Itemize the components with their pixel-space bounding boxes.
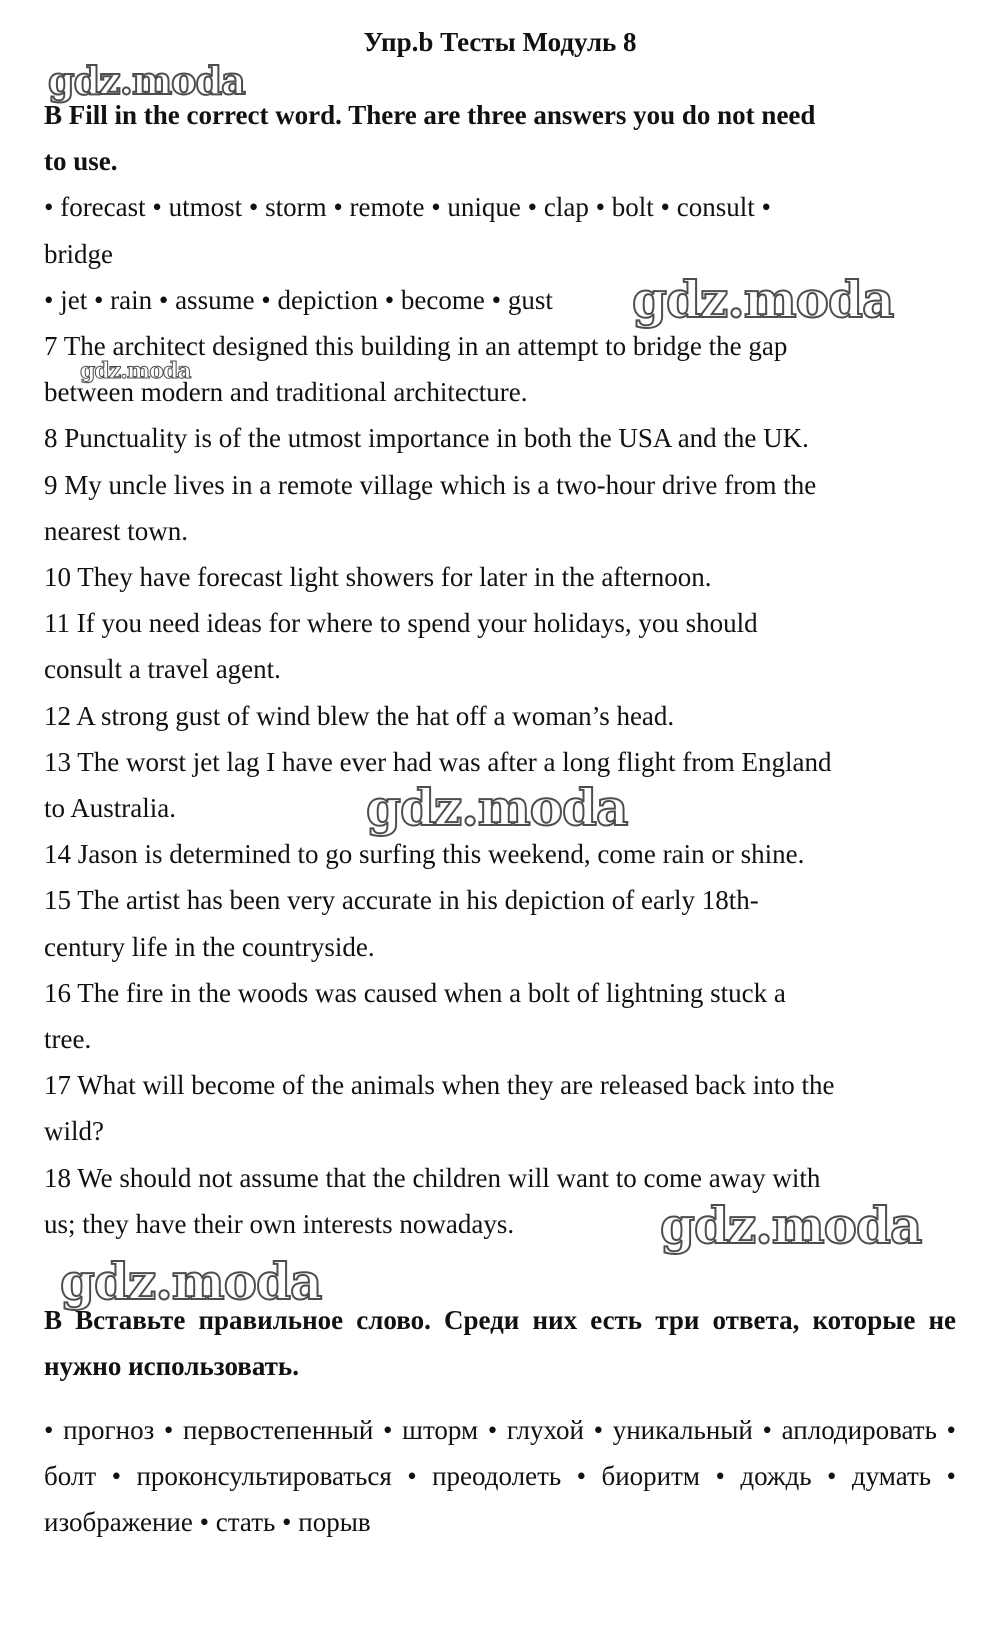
- russian-instruction: В Вставьте правильное слово. Среди них есть три ответа, которые не нужно использовать.: [44, 1305, 956, 1382]
- sentence-line: 12 A strong gust of wind blew the hat off a woman’s head.: [44, 700, 675, 731]
- watermark-logo: gdz.moda: [48, 58, 245, 103]
- sentence-line: 10 They have forecast light showers for later in the afternoon.: [44, 562, 712, 593]
- watermark-logo: gdz.moda: [632, 270, 894, 329]
- watermark-logo: gdz.moda: [660, 1196, 922, 1255]
- sentence-line: us; they have their own interests nowadays.: [44, 1208, 515, 1239]
- word-bank-line: • jet • rain • assume • depiction • become • gust: [44, 284, 553, 315]
- sentence-line: 7 The architect designed this building in an attempt to bridge the gap: [44, 331, 788, 362]
- exercise-english: [44, 92, 956, 1247]
- russian-word-bank: • прогноз • первостепенный • шторм • глухой • уникальный • аплодировать • болт • проконсультироваться • преодолеть • биоритм • дождь • думать • изображение • стать • порыв: [44, 1415, 956, 1538]
- sentence-line: 9 My uncle lives in a remote village which is a two-hour drive from the: [44, 469, 817, 500]
- sentence-line: to Australia.: [44, 793, 176, 824]
- sentence-line: 8 Punctuality is of the utmost importance in both the USA and the UK.: [44, 423, 809, 454]
- instruction-line: B Fill in the correct word. There are three answers you do not need: [44, 100, 816, 130]
- page-title: Упр.b Тесты Модуль 8: [363, 27, 637, 57]
- sentence-line: 17 What will become of the animals when they are released back into the: [44, 1070, 835, 1101]
- word-bank-line: • forecast • utmost • storm • remote • unique • clap • bolt • consult •: [44, 192, 771, 223]
- sentence-line: 11 If you need ideas for where to spend your holidays, you should: [44, 608, 758, 639]
- instruction-line: to use.: [44, 146, 118, 177]
- sentence-line: consult a travel agent.: [44, 654, 281, 685]
- sentence-line: 13 The worst jet lag I have ever had was after a long flight from England: [44, 746, 832, 777]
- sentence-line: nearest town.: [44, 515, 188, 546]
- watermark-logo: gdz.moda: [366, 778, 628, 837]
- sentence-line: century life in the countryside.: [44, 931, 375, 962]
- sentence-line: 16 The fire in the woods was caused when a bolt of lightning stuck a: [44, 977, 786, 1008]
- watermark-logo: gdz.moda: [80, 358, 191, 384]
- sentence-line: wild?: [44, 1116, 104, 1147]
- sentence-line: tree.: [44, 1024, 92, 1055]
- sentence-line: 14 Jason is determined to go surfing this weekend, come rain or shine.: [44, 839, 805, 870]
- watermark-logo: gdz.moda: [60, 1252, 322, 1311]
- word-bank-line: bridge: [44, 238, 113, 269]
- sentence-line: between modern and traditional architecture.: [44, 377, 528, 408]
- sentence-line: 15 The artist has been very accurate in his depiction of early 18th-: [44, 885, 759, 916]
- sentence-line: 18 We should not assume that the children will want to come away with: [44, 1162, 821, 1193]
